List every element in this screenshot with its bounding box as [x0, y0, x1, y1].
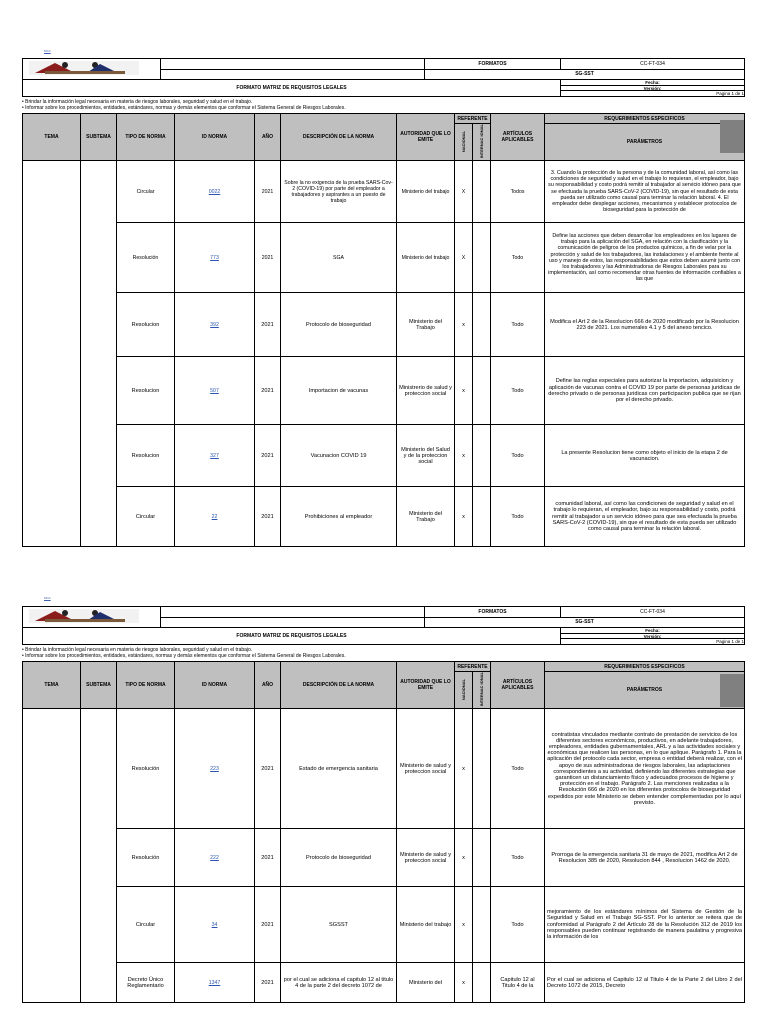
norma-id-link[interactable]: 222 [175, 829, 255, 887]
norma-description: Sobre la no exigencia de la prueba SARS-Cov-2 (COVID-19) por parte del empleador a trabajadores y aspirantes a un puesto de trabajo [281, 161, 397, 223]
subtema-cell [81, 709, 117, 1003]
requirements-table [22, 113, 745, 547]
norma-type: Circular [117, 887, 175, 963]
norma-authority: Ministerio del Trabajo [397, 487, 455, 547]
articulos-aplicables: Todo [491, 425, 545, 487]
col-tema: TEMA [23, 114, 81, 161]
col-id: ID NORMA [175, 662, 255, 709]
col-anio: AÑO [255, 662, 281, 709]
page-number: Pagina 1 de 1 [716, 91, 744, 96]
parametros-text: comunidad laboral, así como las condiciones de seguridad y salud en el trabajo lo requieran, el empleador, bajo su responsabilidad y costo, podrá remitir al trabajador a un servicio idóneo para que sea efectuada la prueba SARS-CoV-2 (COVID-19), sin que el resultado de esta pueda ser utilizado como causal para terminar la relación laboral. [545, 487, 745, 547]
parametros-text: Define las acciones que deben desarrollar los empleadores en los lugares de trabajo para la aplicación del SGA, en relación con la clasificación y la comunicación de peligros de los productos químicos, a fin de velar por la protección y salud de los trabajadores, las instalaciones y el ambiente frente al uso y manejo de estos, las responsabilidades que estos deben asumir junto con los trabajadores y las Administradoras de Riesgos Laborales para su implementación, así como recomendar otras fuentes de información confiables a las que [545, 223, 745, 293]
nacional-mark: x [455, 829, 473, 887]
parametros-text: Define las reglas especiales para autorizar la importacion, adquisicion y aplicación de vacunas contra el COVID 19 por parte de personas juridicas de derecho privado o de personas juridicas con participacion publica que se rijan por el derecho privado. [545, 357, 745, 425]
internacional-mark [473, 887, 491, 963]
norma-description: Estado de emergencia sanitaria [281, 709, 397, 829]
logo [23, 59, 161, 80]
articulos-aplicables: Todo [491, 887, 545, 963]
sgsst-label: SG-SST [425, 617, 745, 628]
logo-illustration-icon [25, 607, 143, 625]
col-requerimientos: REQUERIMIENTOS ESPECIFICOS [545, 662, 745, 672]
norma-type: Resolución [117, 709, 175, 829]
logo [23, 607, 161, 628]
norma-year: 2021 [255, 161, 281, 223]
col-tipo: TIPO DE NORMA [117, 662, 175, 709]
col-articulos: ARTÍCULOS APLICABLES [491, 114, 545, 161]
norma-description: Prohibiciones al empleador [281, 487, 397, 547]
version-label: Versión: [561, 86, 744, 92]
table-row [23, 709, 745, 829]
table-row [23, 887, 745, 963]
page-1 [22, 58, 744, 533]
col-requerimientos: REQUERIMIENTOS ESPECIFICOS [545, 114, 745, 124]
norma-year: 2021 [255, 487, 281, 547]
col-autoridad: AUTORIDAD QUE LO EMITE [397, 114, 455, 161]
objectives [22, 99, 346, 111]
nacional-mark: X [455, 223, 473, 293]
sgsst-label: SG-SST [425, 69, 745, 80]
norma-description: Vacunacion COVID 19 [281, 425, 397, 487]
norma-type: Circular [117, 487, 175, 547]
col-referente: REFERENTE [455, 662, 491, 672]
col-articulos: ARTÍCULOS APLICABLES [491, 662, 545, 709]
objective-2: • Informar sobre los procedimientos, entidades, estándares, normas y demás elementos que conformar el Sistema General de Riesgos Laborales. [22, 105, 346, 111]
nacional-mark: x [455, 963, 473, 1003]
nacional-mark: x [455, 293, 473, 357]
requirements-table [22, 661, 745, 1003]
table-row [23, 161, 745, 223]
document-title: FORMATO MATRIZ DE REQUISITOS LEGALES [23, 80, 561, 97]
norma-type: Resolucion [117, 357, 175, 425]
table-row [23, 425, 745, 487]
table-row [23, 829, 745, 887]
internacional-mark [473, 425, 491, 487]
col-nacional: NACIONAL [455, 672, 473, 709]
norma-authority: Ministerio del [397, 963, 455, 1003]
col-referente: REFERENTE [455, 114, 491, 124]
articulos-aplicables: Todo [491, 223, 545, 293]
parametros-text: contratistas vinculados mediante contrato de prestación de servicios de los diferentes sectores económicos, productivos, en adelante trabajadores, empleadores, entidades gubernamentales, ARL y a las actividades sociales y económicas que realicen las personas, en lo que aplique. Parágrafo 1. Para la aplicación del protocolo cada sector, empresa o entidad deberá realizar, con el apoyo de sus administradoras de riesgos laborales, las adaptaciones correspondientes a su actividad, definiendo las diferentes estrategias que garanticen un distanciamiento físico y adecuados procesos de higiene y protección en el trabajo. Parágrafo 2. Las menciones realizadas a la Resolución 666 de 2020 en los diferentes protocolos de bioseguridad expedidos por este Ministerio se deben entender complementadas por lo aquí previsto. [545, 709, 745, 829]
fecha-label: Fecha: [561, 80, 744, 86]
col-subtema: SUBTEMA [81, 114, 117, 161]
table-row [23, 963, 745, 1003]
articulos-aplicables: Todo [491, 293, 545, 357]
parametros-text: 3. Cuando la protección de la persona y de la comunidad laboral, así como las condiciones de seguridad y salud en el trabajo lo requieran, el empleador, bajo su responsabilidad y costo podrá remitir al trabajador al servicio idóneo para que se efectuada la prueba SARS-CoV-2 (COVID-19), sin que el resultado de esta pueda ser utilizado como causal para terminar la relación laboral. 4. El empleador debe desplegar acciones, mecanismos y establecer protocolos de bioseguridad para la protección de [545, 161, 745, 223]
side-tab [720, 120, 744, 153]
tema-cell [23, 709, 81, 1003]
internacional-mark [473, 963, 491, 1003]
norma-year: 2021 [255, 425, 281, 487]
norma-type: Resolución [117, 223, 175, 293]
internacional-mark [473, 709, 491, 829]
norma-id-link[interactable]: 773 [175, 223, 255, 293]
tema-cell [23, 161, 81, 547]
norma-id-link[interactable]: 392 [175, 293, 255, 357]
col-nacional: NACIONAL [455, 124, 473, 161]
internacional-mark [473, 357, 491, 425]
norma-year: 2021 [255, 709, 281, 829]
norma-description: SGA [281, 223, 397, 293]
page-label[interactable]: MCA [44, 596, 51, 600]
col-tipo: TIPO DE NORMA [117, 114, 175, 161]
norma-authority: Ministerio del trabajo [397, 887, 455, 963]
table-row [23, 293, 745, 357]
col-autoridad: AUTORIDAD QUE LO EMITE [397, 662, 455, 709]
norma-description: Protocolo de bioseguridad [281, 293, 397, 357]
norma-year: 2021 [255, 963, 281, 1003]
table-row [23, 223, 745, 293]
articulos-aplicables: Todo [491, 357, 545, 425]
articulos-aplicables: Capitulo 12 al Titulo 4 de la [491, 963, 545, 1003]
parametros-text: Por el cual se adiciona el Capitulo 12 al Titulo 4 de la Parte 2 del Libro 2 del Decreto 1072 de 2015, Decreto [545, 963, 745, 1003]
parametros-text: Modifica el Art 2 de la Resolucion 666 de 2020 modificado por la Resolucion 223 de 2021. Los numerales 4.1 y 5 del anexo tencico. [545, 293, 745, 357]
norma-authority: Ministerio del Trabajo [397, 293, 455, 357]
norma-authority: Ministerio del trabajo [397, 161, 455, 223]
col-anio: AÑO [255, 114, 281, 161]
page-number: Pagina 1 de 1 [716, 639, 744, 644]
logo-illustration-icon [25, 59, 143, 77]
col-internacional: INTERNAC IONAL [473, 124, 491, 161]
articulos-aplicables: Todos [491, 161, 545, 223]
internacional-mark [473, 829, 491, 887]
parametros-text: mejoramiento de los estándares mínimos del Sistema de Gestión de la Seguridad y Salud en el Trabajo SG-SST. Por lo anterior se reitera que de conformidad al Parágrafo 2 del Artículo 28 de la Resolución 312 de 2019 los responsables pueden continuar registrando de manera paulatina y progresiva la información de los [545, 887, 745, 963]
col-parametros: PARÁMETROS [545, 672, 745, 709]
articulos-aplicables: Todo [491, 709, 545, 829]
objectives [22, 647, 346, 659]
version-label: Versión: [561, 634, 744, 640]
nacional-mark: X [455, 161, 473, 223]
side-tab [720, 674, 744, 707]
norma-id-link[interactable]: 22 [175, 487, 255, 547]
formatos-label: FORMATOS [425, 59, 561, 70]
parametros-text: La presente Resolucion tiene como objeto el inicio de la etapa 2 de vacunacion. [545, 425, 745, 487]
col-subtema: SUBTEMA [81, 662, 117, 709]
col-tema: TEMA [23, 662, 81, 709]
nacional-mark: x [455, 887, 473, 963]
page-2 [22, 606, 744, 1024]
norma-year: 2021 [255, 887, 281, 963]
col-id: ID NORMA [175, 114, 255, 161]
norma-type: Circular [117, 161, 175, 223]
norma-description: Protocolo de bioseguridad [281, 829, 397, 887]
page-label[interactable]: MCA [44, 49, 51, 53]
col-desc: DESCRIPCIÓN DE LA NORMA [281, 662, 397, 709]
norma-description: por el cual se adiciona el capitulo 12 al titulo 4 de la parte 2 del decreto 1072 de [281, 963, 397, 1003]
norma-id-link[interactable]: 327 [175, 425, 255, 487]
norma-type: Decreto Único Reglamentario [117, 963, 175, 1003]
nacional-mark: x [455, 425, 473, 487]
norma-id-link[interactable]: 34 [175, 887, 255, 963]
norma-id-link[interactable]: 223 [175, 709, 255, 829]
col-desc: DESCRIPCIÓN DE LA NORMA [281, 114, 397, 161]
norma-year: 2021 [255, 293, 281, 357]
nacional-mark: x [455, 487, 473, 547]
header-table [22, 606, 745, 645]
norma-authority: Ministerio del trabajo [397, 223, 455, 293]
nacional-mark: x [455, 357, 473, 425]
objective-1: • Brindar la información legal necesaria en materia de riesgos laborales, seguridad y salud en el trabajo. [22, 647, 253, 653]
norma-description: SGSST [281, 887, 397, 963]
table-row [23, 357, 745, 425]
norma-authority: Ministerio de salud y proteccion social [397, 829, 455, 887]
formatos-label: FORMATOS [425, 607, 561, 618]
norma-authority: Ministerio del Salud y de la proteccion social [397, 425, 455, 487]
norma-id-link[interactable]: 1347 [175, 963, 255, 1003]
objective-1: • Brindar la información legal necesaria en materia de riesgos laborales, seguridad y salud en el trabajo. [22, 99, 253, 105]
format-code: CC-FT-034 [561, 607, 745, 618]
norma-id-link[interactable]: 507 [175, 357, 255, 425]
fecha-label: Fecha: [561, 628, 744, 634]
document-title: FORMATO MATRIZ DE REQUISITOS LEGALES [23, 628, 561, 645]
table-row [23, 487, 745, 547]
norma-authority: Ministrerio de salud y proteccion social [397, 357, 455, 425]
internacional-mark [473, 487, 491, 547]
col-internacional: INTERNAC IONAL [473, 672, 491, 709]
format-code: CC-FT-034 [561, 59, 745, 70]
norma-year: 2021 [255, 357, 281, 425]
articulos-aplicables: Todo [491, 829, 545, 887]
nacional-mark: x [455, 709, 473, 829]
norma-type: Resolucion [117, 425, 175, 487]
subtema-cell [81, 161, 117, 547]
col-parametros: PARÁMETROS [545, 124, 745, 161]
norma-id-link[interactable]: 0022 [175, 161, 255, 223]
internacional-mark [473, 223, 491, 293]
header-table [22, 58, 745, 97]
objective-2: • Informar sobre los procedimientos, entidades, estándares, normas y demás elementos que conformar el Sistema General de Riesgos Laborales. [22, 653, 346, 659]
norma-authority: Ministerio de salud y proteccion social [397, 709, 455, 829]
parametros-text: Prorroga de la emergencia sanitaria 31 de mayo de 2021, modifica Art 2 de Resolucion 385 de 2020, Resolucion 844 , Resolucion 1462 de 2020. [545, 829, 745, 887]
norma-type: Resolución [117, 829, 175, 887]
norma-description: Importacion de vacunas [281, 357, 397, 425]
internacional-mark [473, 293, 491, 357]
internacional-mark [473, 161, 491, 223]
articulos-aplicables: Todo [491, 487, 545, 547]
norma-year: 2021 [255, 223, 281, 293]
norma-year: 2021 [255, 829, 281, 887]
norma-type: Resolucion [117, 293, 175, 357]
